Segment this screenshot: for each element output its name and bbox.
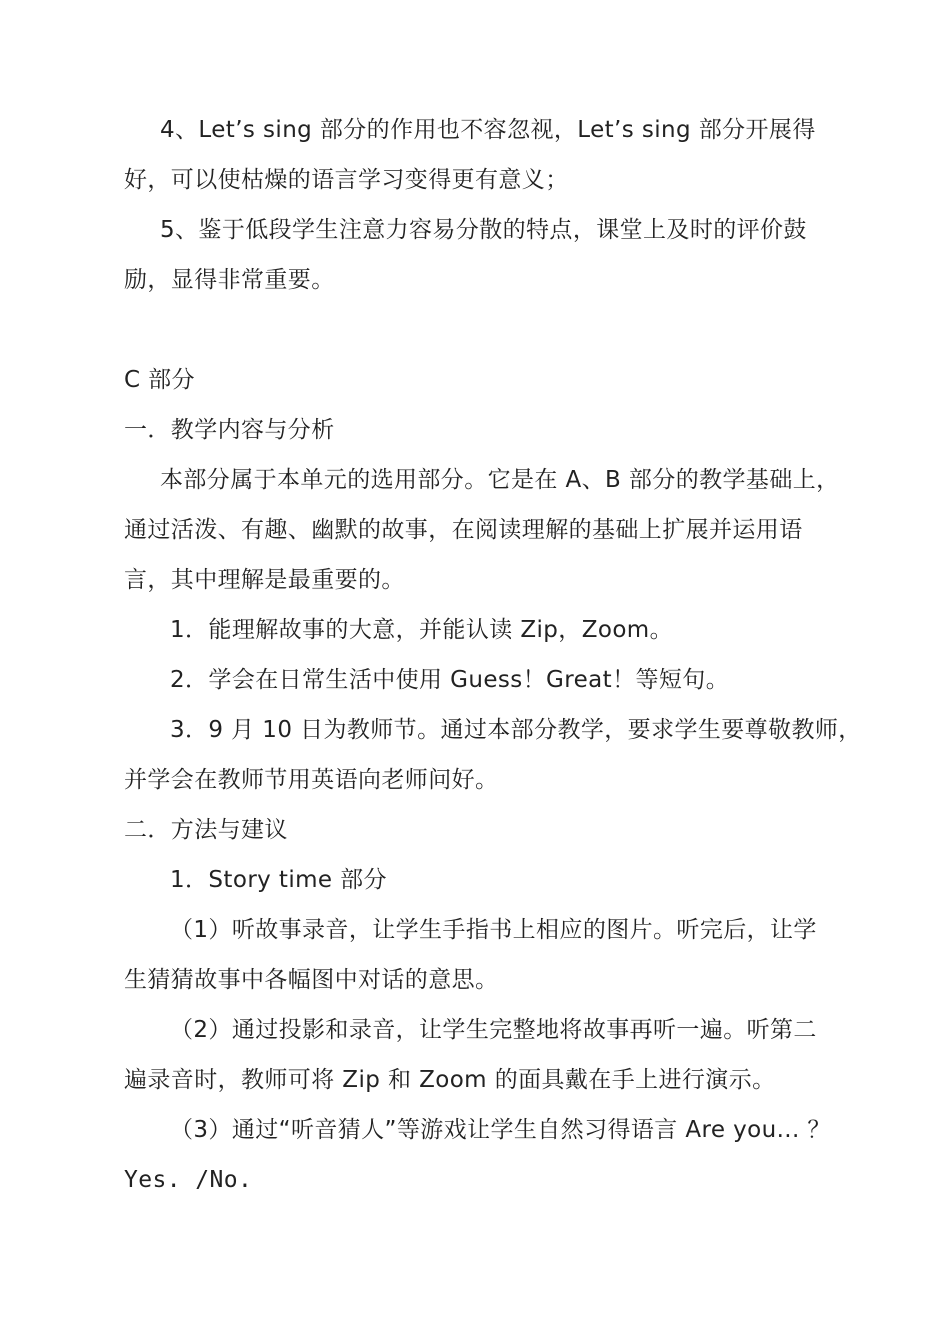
paragraph-line-4: 励，显得非常重要。 [124,267,335,293]
list-item-3-cont: 并学会在教师节用英语向老师问好。 [124,767,499,793]
list-item-1: 1．能理解故事的大意，并能认读 Zip，Zoom。 [170,617,673,643]
section-heading-c: C 部分 [124,367,195,393]
list-item-3: 3．9 月 10 日为教师节。通过本部分教学，要求学生要尊敬教师， [170,717,862,743]
story-time-heading: 1．Story time 部分 [170,867,387,893]
list-item-2: 2．学会在日常生活中使用 Guess！Great！等短句。 [170,667,730,693]
step-1-line-1: （1）听故事录音，让学生手指书上相应的图片。听完后，让学 [170,917,817,943]
step-3-line-2: Yes. /No. [124,1167,253,1193]
subheading-teaching-content: 一．教学内容与分析 [124,417,335,443]
step-1-line-2: 生猜猜故事中各幅图中对话的意思。 [124,967,499,993]
step-2-line-1: （2）通过投影和录音，让学生完整地将故事再听一遍。听第二 [170,1017,817,1043]
paragraph-line-1: 4、Let’s sing 部分的作用也不容忽视，Let’s sing 部分开展得 [160,117,816,143]
subheading-methods: 二．方法与建议 [124,817,288,843]
step-2-line-2: 遍录音时，教师可将 Zip 和 Zoom 的面具戴在手上进行演示。 [124,1067,776,1093]
paragraph-line-2: 好，可以使枯燥的语言学习变得更有意义； [124,167,569,193]
paragraph-line-7: 言，其中理解是最重要的。 [124,567,405,593]
step-3-line-1: （3）通过“听音猜人”等游戏让学生自然习得语言 Are you... ？ [170,1117,831,1143]
paragraph-line-5: 本部分属于本单元的选用部分。它是在 A、B 部分的教学基础上， [160,467,840,493]
paragraph-line-3: 5、鉴于低段学生注意力容易分散的特点，课堂上及时的评价鼓 [160,217,807,243]
paragraph-line-6: 通过活泼、有趣、幽默的故事，在阅读理解的基础上扩展并运用语 [124,517,803,543]
